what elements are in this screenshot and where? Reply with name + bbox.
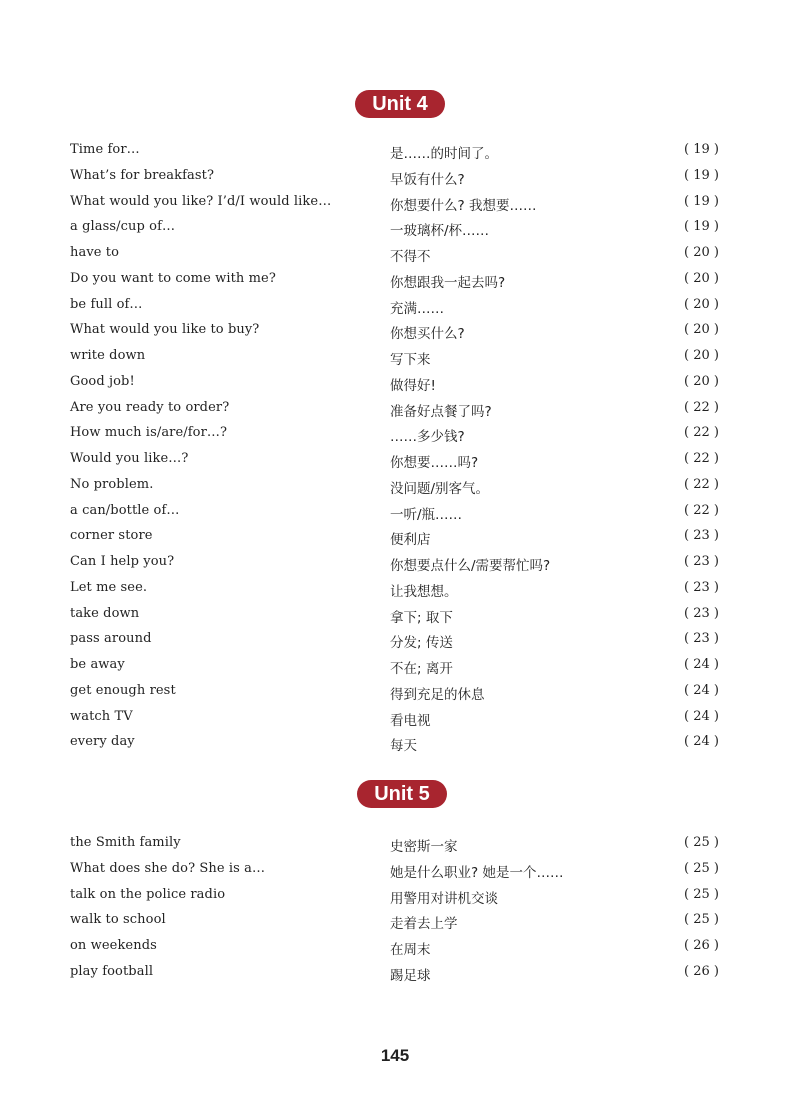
chinese-translation: 不在; 离开 [390,661,453,677]
chinese-translation: 没问题/别客气。 [390,480,490,497]
phrase-row [0,627,790,653]
chinese-translation: 分发; 传送 [390,635,453,652]
phrase-row [0,190,790,216]
english-phrase: What would you like to buy? [70,322,260,338]
phrase-row [0,164,790,190]
chinese-translation: 一听/瓶…… [390,506,463,523]
phrase-row [0,934,790,960]
phrase-row [0,705,790,731]
english-phrase: What does she do? She is a… [70,860,266,876]
phrase-row [0,883,790,909]
phrase-row [0,550,790,576]
chinese-translation: 不得不 [390,249,431,265]
chinese-translation: 看电视 [390,712,431,729]
english-phrase: corner store [70,528,153,544]
unit-4-phrase-list [0,138,790,756]
phrase-row [0,138,790,164]
page-reference: ( 19 ) [684,142,719,157]
chinese-translation: 便利店 [390,532,431,549]
phrase-row [0,960,790,986]
chinese-translation: 踢足球 [390,967,431,984]
phrase-row [0,267,790,293]
phrase-row [0,370,790,396]
page-reference: ( 23 ) [684,579,719,595]
page-reference: ( 26 ) [684,963,719,979]
page-reference: ( 23 ) [684,528,719,544]
page-reference: ( 20 ) [684,373,719,389]
english-phrase: How much is/are/for…? [70,425,228,441]
english-phrase: What’s for breakfast? [70,167,215,183]
chinese-translation: 你想要……吗? [390,455,479,471]
chinese-translation: 你想要点什么/需要帮忙吗? [390,558,551,574]
page-reference: ( 19 ) [684,193,719,209]
english-phrase: Good job! [70,373,135,389]
chinese-translation: 一玻璃杯/杯…… [390,223,490,240]
phrase-row [0,524,790,550]
chinese-translation: 得到充足的休息 [390,686,485,703]
page-reference: ( 26 ) [684,938,719,953]
english-phrase: talk on the police radio [70,886,226,902]
english-phrase: play football [70,963,154,979]
english-phrase: write down [70,348,146,363]
unit-5-title: Unit 5 [357,780,447,808]
phrase-row [0,293,790,319]
english-phrase: Do you want to come with me? [70,270,276,286]
phrase-row [0,857,790,883]
chinese-translation: 你想跟我一起去吗? [390,274,506,291]
page-reference: ( 23 ) [684,605,719,621]
phrase-row [0,602,790,628]
page-reference: ( 25 ) [684,886,719,902]
chinese-translation: 她是什么职业? 她是一个…… [390,864,564,881]
page-reference: ( 25 ) [684,860,719,876]
phrase-row [0,447,790,473]
page-reference: ( 22 ) [684,425,719,441]
chinese-translation: 早饭有什么? [390,171,465,188]
english-phrase: Would you like…? [70,451,189,466]
page-reference: ( 20 ) [684,348,719,363]
page-reference: ( 20 ) [684,322,719,338]
phrase-row [0,908,790,934]
english-phrase: pass around [70,631,152,647]
phrase-row [0,215,790,241]
page-reference: ( 20 ) [684,296,719,312]
english-phrase: Let me see. [70,579,148,595]
english-phrase: the Smith family [70,835,181,850]
page-reference: ( 23 ) [684,554,719,569]
phrase-row [0,653,790,679]
chinese-translation: 你想要什么? 我想要…… [390,197,537,214]
english-phrase: No problem. [70,476,154,492]
english-phrase: watch TV [70,708,133,724]
phrase-row [0,421,790,447]
page-reference: ( 22 ) [684,502,719,518]
english-phrase: a can/bottle of… [70,502,180,518]
phrase-row [0,679,790,705]
chinese-translation: 是……的时间了。 [390,146,498,162]
chinese-translation: 你想买什么? [390,326,465,343]
chinese-translation: 写下来 [390,352,431,368]
page-number: 145 [380,1046,410,1065]
page-reference: ( 22 ) [684,451,719,466]
phrase-row [0,473,790,499]
chinese-translation: 史密斯一家 [390,839,458,855]
phrase-row [0,241,790,267]
phrase-row [0,730,790,756]
page-reference: ( 24 ) [684,708,719,724]
page-reference: ( 22 ) [684,476,719,492]
chinese-translation: 拿下; 取下 [390,609,453,626]
english-phrase: What would you like? I’d/I would like… [70,193,332,209]
page-reference: ( 23 ) [684,631,719,647]
chinese-translation: 每天 [390,738,417,755]
page-reference: ( 20 ) [684,270,719,286]
english-phrase: Can I help you? [70,554,175,569]
phrase-row [0,344,790,370]
phrase-row [0,499,790,525]
page-reference: ( 19 ) [684,167,719,183]
chinese-translation: 准备好点餐了吗? [390,403,492,420]
chinese-translation: 充满…… [390,300,444,317]
english-phrase: every day [70,734,135,750]
chinese-translation: 在周末 [390,942,431,958]
page-reference: ( 25 ) [684,835,719,850]
unit-4-title: Unit 4 [355,90,445,118]
english-phrase: walk to school [70,912,166,928]
page-reference: ( 24 ) [684,657,719,672]
english-phrase: get enough rest [70,682,176,698]
english-phrase: have to [70,245,120,260]
unit-5-phrase-list [0,831,790,986]
english-phrase: Are you ready to order? [70,399,230,415]
english-phrase: be full of… [70,296,143,312]
phrase-row [0,576,790,602]
page-reference: ( 20 ) [684,245,719,260]
english-phrase: be away [70,657,125,672]
english-phrase: on weekends [70,938,157,953]
english-phrase: Time for… [70,142,140,157]
chinese-translation: 做得好! [390,377,436,394]
chinese-translation: 用警用对讲机交谈 [390,890,498,907]
page-reference: ( 19 ) [684,219,719,235]
english-phrase: a glass/cup of… [70,219,176,235]
page-reference: ( 24 ) [684,682,719,698]
page-reference: ( 22 ) [684,399,719,415]
phrase-row [0,318,790,344]
page-reference: ( 25 ) [684,912,719,928]
page-reference: ( 24 ) [684,734,719,750]
chinese-translation: 让我想想。 [390,583,458,600]
phrase-row [0,831,790,857]
english-phrase: take down [70,605,140,621]
phrase-row [0,396,790,422]
chinese-translation: ……多少钱? [390,429,465,446]
chinese-translation: 走着去上学 [390,916,458,933]
